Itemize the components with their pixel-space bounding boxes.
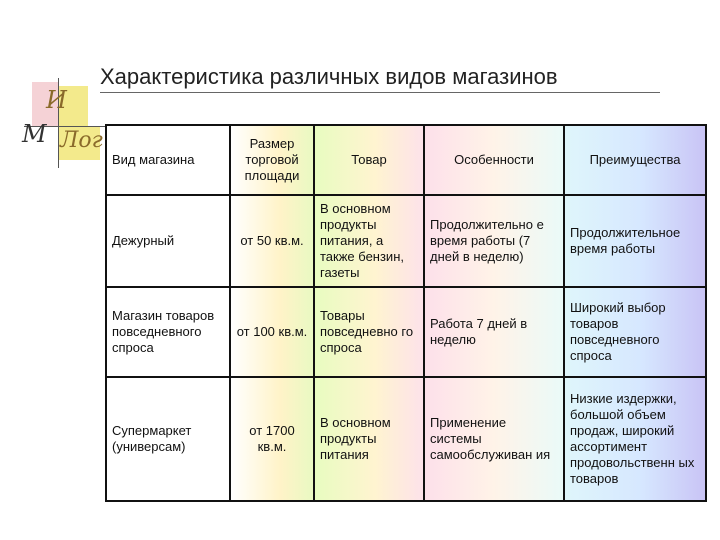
- table-header-row: [106, 125, 706, 195]
- logo-letter-bottom: Лог: [60, 128, 103, 153]
- cell-features: Работа 7 дней в неделю: [424, 287, 564, 377]
- cell-advantages: Широкий выбор товаров повседневного спроса: [564, 287, 706, 377]
- cell-area: от 100 кв.м.: [230, 287, 314, 377]
- header-area: Размер торговой площади: [230, 125, 314, 195]
- cell-goods: В основном продукты питания, а также бензин, газеты: [314, 195, 424, 287]
- header-advantages: Преимущества: [564, 125, 706, 195]
- cell-features: Продолжительно е время работы (7 дней в неделю): [424, 195, 564, 287]
- table-row: [106, 377, 706, 501]
- cell-goods: В основном продукты питания: [314, 377, 424, 501]
- cell-advantages: Продолжительное время работы: [564, 195, 706, 287]
- header-features: Особенности: [424, 125, 564, 195]
- logo: [18, 78, 102, 168]
- logo-letter-left: М: [22, 120, 47, 148]
- slide-title: Характеристика различных видов магазинов: [100, 64, 660, 93]
- logo-letter-top: И: [46, 86, 67, 114]
- table-row: [106, 195, 706, 287]
- cell-features: Применение системы самообслуживан ия: [424, 377, 564, 501]
- header-shop-type: Вид магазина: [106, 125, 230, 195]
- cell-area: от 50 кв.м.: [230, 195, 314, 287]
- cell-shop-type: Дежурный: [106, 195, 230, 287]
- cell-advantages: Низкие издержки, большой объем продаж, широкий ассортимент продовольственн ых товаров: [564, 377, 706, 501]
- cell-shop-type: Супермаркет (универсам): [106, 377, 230, 501]
- cell-area: от 1700 кв.м.: [230, 377, 314, 501]
- cell-shop-type: Магазин товаров повседневного спроса: [106, 287, 230, 377]
- cell-goods: Товары повседневно го спроса: [314, 287, 424, 377]
- header-goods: Товар: [314, 125, 424, 195]
- table-row: [106, 287, 706, 377]
- shop-types-table: [105, 124, 707, 502]
